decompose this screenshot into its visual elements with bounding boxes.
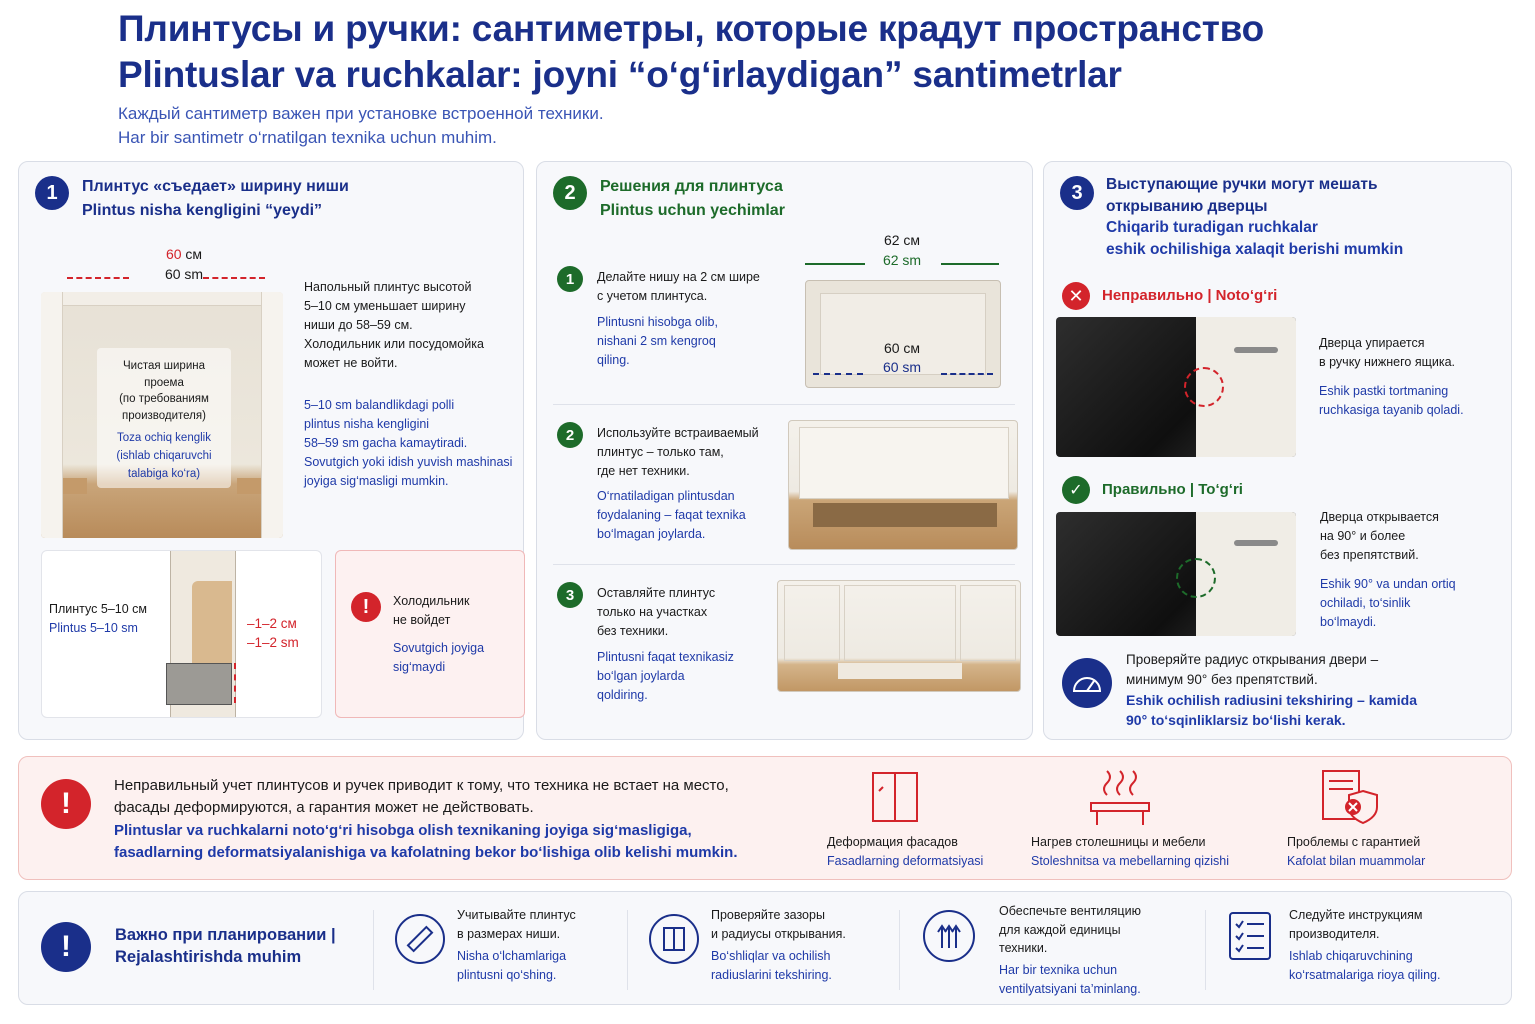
heat-countertop-uz: Stoleshnitsa va mebellarning qizishi	[1031, 854, 1230, 868]
planning-item-3-ru	[999, 902, 1141, 958]
planning-line: Har bir texnika uchun	[999, 963, 1118, 977]
alert-line: sig‘maydi	[393, 660, 446, 674]
desc-line: без препятствий.	[1320, 548, 1419, 562]
step-line: Plintusni faqat texnikasiz	[597, 650, 734, 664]
panel-heading-uz: Plintus uchun yechimlar	[600, 202, 785, 219]
planning-line: Ishlab chiqaruvchining	[1289, 949, 1413, 963]
step-line: без техники.	[597, 624, 669, 638]
planning-item-2-uz	[711, 947, 832, 984]
inner-ru-line: проема	[144, 376, 184, 389]
step2-ru	[597, 424, 759, 481]
width-label-ru	[139, 246, 229, 262]
desc-line: ochiladi, to‘sinlik	[1320, 596, 1411, 610]
planning-line: и радиусы открывания.	[711, 926, 846, 941]
page-title-uz: Plintuslar va ruchkalar: joyni “o‘g‘irlaydigan” santimetrlar	[118, 54, 1122, 95]
heading-line: открыванию дверцы	[1106, 197, 1268, 215]
wrong-oven-image	[1056, 317, 1296, 457]
desc-line: ruchkasiga tayanib qoladi.	[1319, 403, 1464, 417]
divider	[1205, 910, 1206, 990]
width-dash-right	[203, 277, 265, 279]
inner-ru-line: (по требованиям	[119, 393, 209, 405]
heading-line: Выступающие ручки могут мешать	[1106, 176, 1378, 193]
step1-ru	[597, 268, 760, 306]
desc-line: Sovutgich yoki idish yuvish mashinasi	[304, 455, 513, 469]
warning-icon: !	[41, 779, 91, 829]
step-line: Используйте встраиваемый	[597, 426, 759, 440]
step-number: 1	[557, 266, 583, 292]
planning-line: Nisha o‘lchamlariga	[457, 949, 567, 963]
desc-line: Холодильник или посудомойка	[304, 337, 484, 351]
planning-banner	[18, 891, 1512, 1005]
step3-ru	[597, 584, 715, 641]
panel-number: 3	[1060, 176, 1094, 210]
plinth-label-ru: Плинтус 5–10 см	[49, 602, 147, 616]
page-title-ru: Плинтусы и ручки: сантиметры, которые крадут пространство	[118, 8, 1265, 49]
wrong-desc-uz	[1319, 382, 1464, 420]
step-line: Plintusni hisobga olib,	[597, 315, 718, 329]
check-line: Проверяйте радиус открывания двери –	[1126, 652, 1379, 667]
panel-heading-ru	[1106, 174, 1403, 260]
inner-ru-line: Чистая ширина	[122, 360, 205, 372]
gap-label-uz: –1–2 sm	[247, 635, 299, 650]
panel-number: 2	[553, 176, 587, 210]
desc-line: в ручку нижнего ящика.	[1319, 355, 1456, 369]
panel-handles	[1043, 161, 1512, 740]
planning-line: ventilyatsiyani ta’minlang.	[999, 981, 1141, 996]
important-icon: !	[41, 922, 91, 972]
built-in-plinth-image	[788, 420, 1018, 550]
desc-line: Напольный плинтус высотой	[304, 280, 472, 294]
panel1-desc-ru	[304, 278, 484, 373]
desc-line: Eshik 90° va undan ortiq	[1320, 577, 1456, 591]
ruler-icon	[395, 914, 445, 964]
planning-heading-line: Rejalashtirishda muhim	[115, 948, 302, 966]
planning-line: для каждой единицы	[999, 922, 1121, 937]
step-line: где нет техники.	[597, 464, 690, 478]
right-desc-ru	[1320, 508, 1439, 565]
wrong-icon: ✕	[1062, 282, 1090, 310]
check-radius-uz	[1126, 690, 1417, 730]
alert-line: не войдет	[393, 613, 451, 627]
planning-item-4-uz	[1289, 947, 1440, 984]
width-dash-left	[67, 277, 129, 279]
alert-text-uz	[393, 639, 484, 677]
dash-62-left	[805, 263, 865, 265]
desc-line: на 90° и более	[1320, 529, 1406, 543]
dash-62-right	[941, 263, 999, 265]
wrong-label: Неправильно | Noto‘g‘ri	[1102, 287, 1278, 304]
divider	[627, 910, 628, 990]
planning-line: Bo‘shliqlar va ochilish	[711, 949, 831, 963]
warning-line: Неправильный учет плинтусов и ручек приводит к тому, что техника не встает на место,	[114, 777, 729, 794]
right-desc-uz	[1320, 575, 1456, 632]
warning-line: fasadlarning deformatsiyalanishiga va kafolatning bekor bo‘lishiga olib kelishi mumkin.	[114, 844, 738, 861]
inner-ru-line: производителя)	[122, 409, 206, 422]
inner-width-ru	[99, 358, 229, 424]
step3-uz	[597, 648, 734, 705]
planning-heading-line: Важно при планировании |	[115, 926, 336, 944]
panel-heading-ru: Плинтус «съедает» ширину ниши	[82, 178, 349, 195]
warning-text-uz	[114, 820, 737, 864]
width-label-uz: 60 sm	[164, 266, 204, 282]
step-line: bo‘lgan joylarda	[597, 669, 685, 683]
deformed-facade-icon	[867, 769, 923, 825]
panel-plinth-width	[18, 161, 524, 740]
warning-banner	[18, 756, 1512, 880]
planning-item-2-ru	[711, 906, 846, 943]
planning-item-1-ru	[457, 906, 576, 943]
inner-uz-line: Toza ochiq kenglik	[117, 432, 211, 444]
step-divider	[553, 564, 1015, 565]
checklist-icon	[1227, 910, 1273, 962]
ventilation-icon	[923, 910, 975, 962]
step-divider	[553, 404, 1015, 405]
step-line: O‘rnatiladigan plintusdan	[597, 489, 735, 503]
warranty-problem-icon	[1319, 767, 1381, 827]
desc-line: 5–10 sm balandlikdagi polli	[304, 398, 455, 412]
desc-line: ниши до 58–59 см.	[304, 318, 413, 332]
warning-text-ru	[114, 775, 729, 819]
desc-line: Дверца упирается	[1319, 336, 1425, 350]
planning-line: Учитывайте плинтус	[457, 908, 576, 922]
planning-line: radiuslarini tekshiring.	[711, 967, 832, 982]
step-line: с учетом плинтуса.	[597, 289, 708, 303]
planning-line: plintusni qo‘shing.	[457, 967, 557, 982]
step-line: плинтус – только там,	[597, 445, 724, 459]
panel-plinth-solutions	[536, 161, 1033, 740]
desc-line: bo‘lmaydi.	[1320, 615, 1377, 629]
panel1-desc-uz	[304, 396, 512, 491]
wrong-desc-ru	[1319, 334, 1455, 372]
check-radius-ru	[1126, 650, 1378, 690]
subtitle-uz: Har bir santimetr o‘rnatilgan texnika uchun muhim.	[118, 128, 497, 147]
inner-uz-line: talabiga ko‘ra)	[127, 468, 201, 480]
step2-uz	[597, 487, 746, 544]
planning-item-1-uz	[457, 947, 566, 984]
inner-uz-line: (ishlab chiqaruvchi	[116, 450, 212, 462]
heat-countertop-icon	[1087, 767, 1153, 827]
niche-60-uz: 60 sm	[882, 359, 922, 375]
deformed-facade-ru: Деформация фасадов	[827, 835, 958, 849]
check-line: Eshik ochilish radiusini tekshiring – kamida	[1126, 692, 1417, 708]
step-number: 2	[557, 422, 583, 448]
check-line: минимум 90° без препятствий.	[1126, 672, 1318, 687]
dash-60-right	[941, 373, 993, 375]
width-number: 60	[165, 246, 182, 262]
step-line: foydalaning – faqat texnika	[597, 508, 746, 522]
desc-line: 58–59 sm gacha kamaytiradi.	[304, 436, 468, 450]
warning-line: фасады деформируются, а гарантия может не действовать.	[114, 799, 534, 816]
step-number: 3	[557, 582, 583, 608]
warning-line: Plintuslar va ruchkalarni noto‘g‘ri hisobga olish texnikaning joyiga sig‘masligiga,	[114, 822, 692, 839]
gap-icon	[649, 914, 699, 964]
dash-60-left	[813, 373, 863, 375]
heading-line: Chiqarib turadigan ruchkalar	[1106, 219, 1318, 236]
step1-uz	[597, 313, 718, 370]
desc-line: может не войти.	[304, 356, 398, 370]
desc-line: 5–10 см уменьшает ширину	[304, 299, 466, 313]
subtitle-ru: Каждый сантиметр важен при установке встроенной техники.	[118, 104, 604, 123]
warranty-problem-uz: Kafolat bilan muammolar	[1287, 854, 1426, 868]
step-line: Делайте нишу на 2 см шире	[597, 270, 760, 284]
alert-line: Холодильник	[393, 594, 470, 608]
gap-label-ru: –1–2 см	[247, 616, 297, 631]
desc-line: joyiga sig‘masligi mumkin.	[304, 474, 449, 488]
deformed-facade-uz: Fasadlarning deformatsiyasi	[827, 854, 984, 868]
planning-heading	[115, 924, 336, 968]
alert-icon: !	[351, 592, 381, 622]
planning-line: ko‘rsatmalariga rioya qiling.	[1289, 967, 1441, 982]
protractor-icon	[1062, 658, 1112, 708]
planning-item-3-uz	[999, 961, 1141, 998]
step-line: qiling.	[597, 353, 630, 367]
planning-line: в размерах ниши.	[457, 926, 561, 941]
planning-line: Следуйте инструкциям	[1289, 908, 1423, 922]
niche-62-ru: 62 см	[883, 232, 921, 248]
panel-heading-uz: Plintus nisha kengligini “yeydi”	[82, 202, 323, 219]
desc-line: plintus nisha kengligini	[304, 417, 430, 431]
right-oven-image	[1056, 512, 1296, 636]
planning-line: Обеспечьте вентиляцию	[999, 904, 1141, 918]
niche-60-ru: 60 см	[883, 340, 921, 356]
planning-line: Проверяйте зазоры	[711, 908, 825, 922]
desc-line: Eshik pastki tortmaning	[1319, 384, 1449, 398]
step-line: nishani 2 sm kengroq	[597, 334, 716, 348]
niche-62-uz: 62 sm	[882, 252, 922, 268]
fridge-alert-card	[335, 550, 525, 718]
planning-line: техники.	[999, 941, 1048, 955]
step-line: qoldiring.	[597, 688, 648, 702]
alert-text-ru	[393, 592, 469, 630]
width-unit: см	[181, 246, 203, 262]
check-line: 90° to‘sqinliklarsiz bo‘lishi kerak.	[1126, 712, 1346, 728]
step-line: только на участках	[597, 605, 708, 619]
planning-item-4-ru	[1289, 906, 1422, 943]
partial-plinth-image	[777, 580, 1021, 692]
right-label: Правильно | To‘g‘ri	[1102, 481, 1243, 498]
step-line: Оставляйте плинтус	[597, 586, 716, 600]
divider	[899, 910, 900, 990]
panel-number: 1	[35, 176, 69, 210]
warranty-problem-ru: Проблемы с гарантией	[1287, 835, 1421, 849]
plinth-label-uz: Plintus 5–10 sm	[49, 621, 138, 635]
heat-countertop-ru: Нагрев столешницы и мебели	[1031, 835, 1206, 849]
heading-line: eshik ochilishiga xalaqit berishi mumkin	[1106, 240, 1404, 258]
inner-width-uz	[99, 429, 229, 483]
alert-line: Sovutgich joyiga	[393, 641, 485, 655]
divider	[373, 910, 374, 990]
step-line: bo‘lmagan joylarda.	[597, 527, 706, 541]
desc-line: Дверца открывается	[1320, 510, 1439, 524]
right-icon: ✓	[1062, 476, 1090, 504]
panel-heading-ru: Решения для плинтуса	[600, 178, 783, 195]
planning-line: производителя.	[1289, 926, 1380, 941]
